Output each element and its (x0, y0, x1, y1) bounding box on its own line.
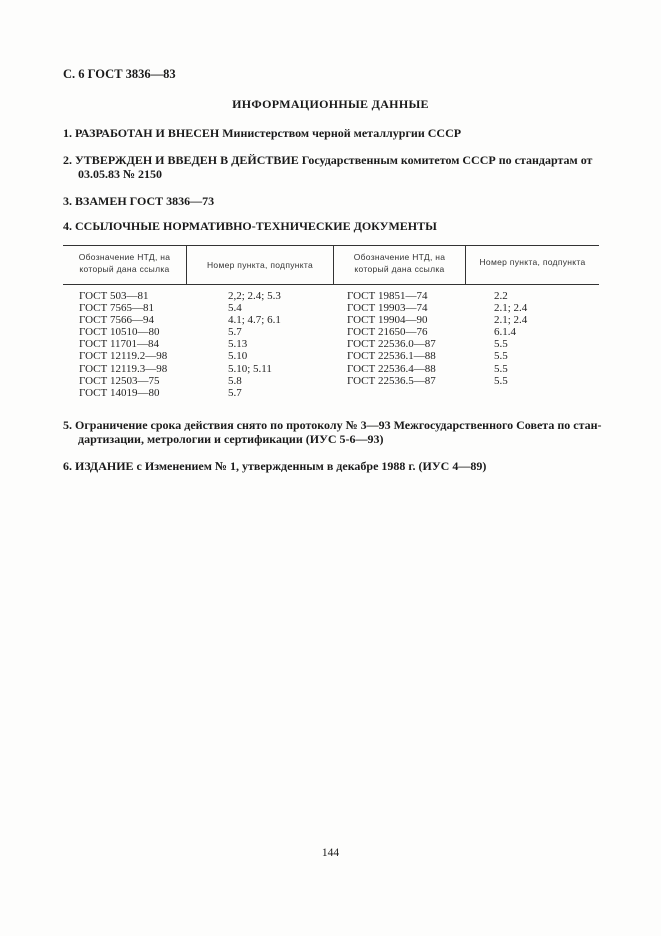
header-points-right (466, 256, 599, 268)
table-cell: ГОСТ 14019—80 (79, 386, 160, 399)
table-cell: ГОСТ 22536.5—87 (347, 374, 436, 387)
table-cell: ГОСТ 12119.3—98 (79, 362, 168, 375)
table-cell: 2.1; 2.4 (494, 314, 528, 327)
table-cell: 5.10; 5.11 (228, 362, 272, 375)
page-header: С. 6 ГОСТ 3836—83 (63, 67, 176, 81)
table-cell: ГОСТ 12503—75 (79, 374, 160, 387)
header-ntd-right-line-1: Обозначение НТД, на (353, 252, 446, 262)
right-docs-column (347, 290, 436, 387)
table-cell: 6.1.4 (494, 326, 516, 339)
table-cell: 2,2; 2.4; 5.3 (228, 290, 281, 302)
table-cell: 5.7 (228, 326, 242, 339)
table-cell: ГОСТ 19904—90 (347, 314, 428, 327)
left-points-column (228, 290, 281, 399)
table-cell: ГОСТ 7565—81 (79, 302, 154, 315)
table-top-rule (63, 245, 599, 246)
table-cell: ГОСТ 19903—74 (347, 302, 428, 315)
section-title: ИНФОРМАЦИОННЫЕ ДАННЫЕ (232, 97, 429, 111)
table-header-rule (63, 284, 599, 285)
table-cell: ГОСТ 22536.4—88 (347, 362, 436, 375)
header-ntd-left-line-1: Обозначение НТД, на (78, 252, 171, 262)
table-cell: 5.5 (494, 350, 508, 363)
table-cell: 2.1; 2.4 (494, 302, 528, 315)
table-cell: ГОСТ 22536.1—88 (347, 350, 436, 363)
page-number: 144 (321, 847, 340, 859)
left-docs-column (79, 290, 167, 399)
header-points-right-text: Номер пункта, подпункта (479, 257, 586, 267)
item-4: 4. ССЫЛОЧНЫЕ НОРМАТИВНО-ТЕХНИЧЕСКИЕ ДОКУМЕНТЫ (63, 219, 437, 233)
item-5-line-2: дартизации, метрологии и сертификации (ИУС 5-6—93) (78, 432, 384, 446)
header-ntd-left (63, 251, 186, 275)
table-cell: 5.13 (228, 338, 248, 351)
right-points-column (494, 290, 527, 387)
table-cell: 4.1; 4.7; 6.1 (228, 314, 281, 327)
item-2-line-2: 03.05.83 № 2150 (78, 167, 163, 181)
header-ntd-right (334, 251, 465, 275)
header-points-left (187, 259, 333, 271)
table-cell: 5.7 (228, 386, 242, 399)
table-cell: 5.4 (228, 302, 242, 315)
table-cell: ГОСТ 10510—80 (79, 326, 160, 339)
table-cell: 5.5 (494, 362, 508, 375)
table-cell: ГОСТ 503—81 (79, 290, 149, 302)
item-2-line-1: 2. УТВЕРЖДЕН И ВВЕДЕН В ДЕЙСТВИЕ Государственным комитетом СССР по стандартам от (63, 153, 593, 167)
item-1: 1. РАЗРАБОТАН И ВНЕСЕН Министерством черной металлургии СССР (63, 126, 462, 140)
item-6: 6. ИЗДАНИЕ с Изменением № 1, утвержденным в декабре 1988 г. (ИУС 4—89) (63, 459, 487, 473)
table-cell: ГОСТ 12119.2—98 (79, 350, 168, 363)
table-cell: ГОСТ 11701—84 (79, 338, 160, 351)
item-5-line-1: 5. Ограничение срока действия снято по протоколу № 3—93 Межгосударственного Совета по стан- (63, 418, 602, 432)
header-ntd-left-line-2: который дана ссылка (79, 264, 170, 274)
table-cell: ГОСТ 21650—76 (347, 326, 428, 339)
table-cell: ГОСТ 22536.0—87 (347, 338, 436, 351)
table-cell: ГОСТ 7566—94 (79, 314, 154, 327)
table-cell: 5.10 (228, 350, 248, 363)
table-cell: 5.5 (494, 374, 508, 387)
item-3: 3. ВЗАМЕН ГОСТ 3836—73 (63, 194, 215, 208)
table-cell: 5.8 (228, 374, 242, 387)
header-ntd-right-line-2: который дана ссылка (354, 264, 445, 274)
table-cell: 5.5 (494, 338, 508, 351)
table-cell: 2.2 (494, 290, 508, 302)
table-cell: ГОСТ 19851—74 (347, 290, 428, 302)
header-points-left-text: Номер пункта, подпункта (206, 260, 314, 270)
